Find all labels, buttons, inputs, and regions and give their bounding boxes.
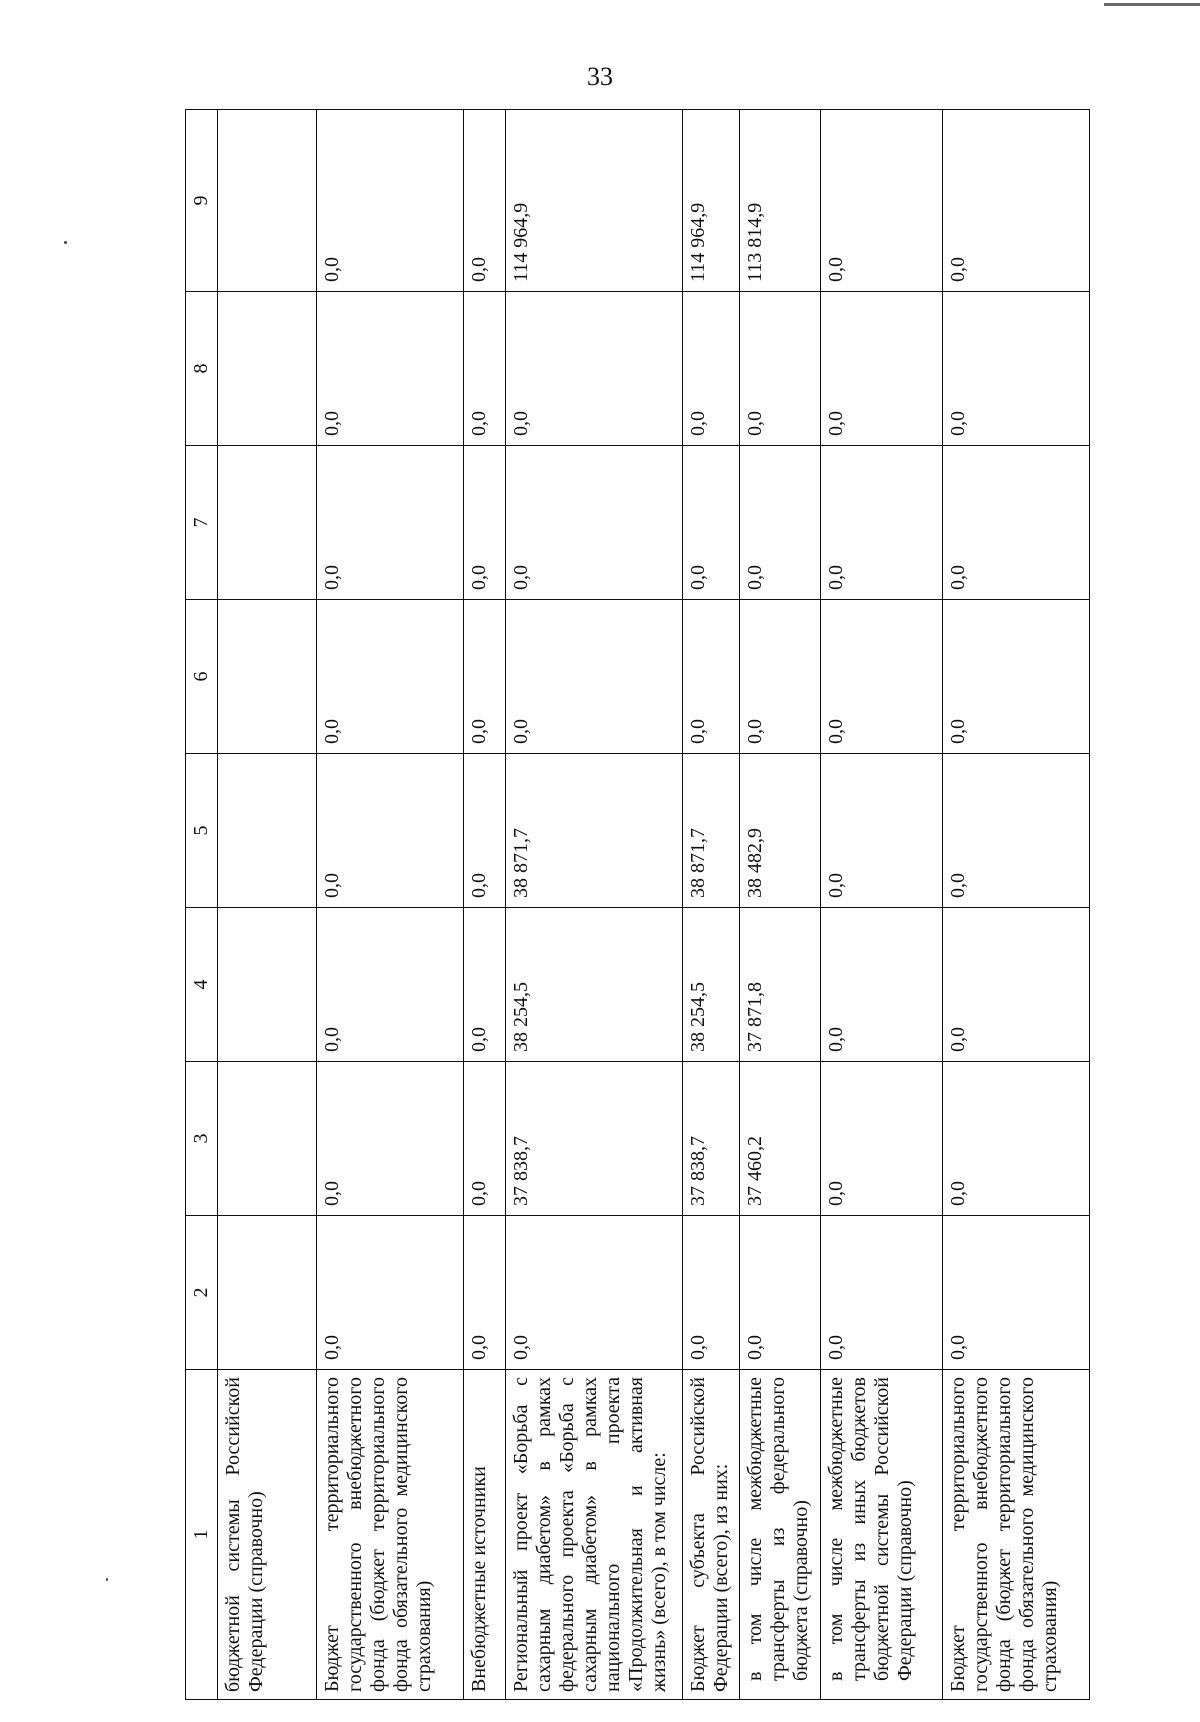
table-row: [943, 110, 1090, 1700]
table-row: [820, 110, 943, 1700]
value-cell: 0,0: [316, 292, 464, 446]
row-label: в том числе межбюджетные трансферты из иных бюджетов бюджетной системы Российской Федерации (справочно): [820, 1370, 943, 1700]
value-cell: 0,0: [820, 1062, 943, 1216]
table-row: [739, 110, 820, 1700]
value-cell: 0,0: [316, 908, 464, 1062]
value-cell: 0,0: [943, 292, 1090, 446]
header-cell: 6: [186, 600, 218, 754]
header-cell: 1: [186, 1370, 218, 1700]
value-cell: 114 964,9: [682, 110, 739, 292]
value-cell: 0,0: [682, 446, 739, 600]
value-cell: [218, 1062, 317, 1216]
value-cell: 0,0: [316, 1062, 464, 1216]
value-cell: 0,0: [316, 110, 464, 292]
value-cell: 0,0: [506, 292, 683, 446]
value-cell: 0,0: [739, 292, 820, 446]
row-label: Бюджет субъекта Российской Федерации (всего), из них:: [682, 1370, 739, 1700]
value-cell: 0,0: [682, 1216, 739, 1370]
value-cell: 0,0: [943, 446, 1090, 600]
value-cell: 0,0: [943, 1216, 1090, 1370]
header-cell: 9: [186, 110, 218, 292]
value-cell: 0,0: [682, 292, 739, 446]
value-cell: 0,0: [739, 600, 820, 754]
value-cell: 37 460,2: [739, 1062, 820, 1216]
value-cell: [218, 1216, 317, 1370]
page-number: 33: [587, 62, 613, 91]
value-cell: 0,0: [820, 446, 943, 600]
value-cell: 0,0: [820, 292, 943, 446]
value-cell: 0,0: [739, 1216, 820, 1370]
value-cell: [218, 600, 317, 754]
table-row: [218, 110, 317, 1700]
row-label: Внебюджетные источники: [464, 1370, 506, 1700]
value-cell: 0,0: [464, 754, 506, 908]
value-cell: 38 482,9: [739, 754, 820, 908]
value-cell: 0,0: [943, 110, 1090, 292]
value-cell: 0,0: [943, 1062, 1090, 1216]
value-cell: [218, 110, 317, 292]
header-cell: 2: [186, 1216, 218, 1370]
value-cell: 0,0: [682, 600, 739, 754]
header-cell: 7: [186, 446, 218, 600]
budget-table: [185, 109, 1090, 1700]
table-row: [316, 110, 464, 1700]
value-cell: 114 964,9: [506, 110, 683, 292]
value-cell: 0,0: [820, 908, 943, 1062]
value-cell: 0,0: [506, 1216, 683, 1370]
value-cell: 38 254,5: [682, 908, 739, 1062]
value-cell: [218, 754, 317, 908]
value-cell: 0,0: [316, 1216, 464, 1370]
header-cell: 8: [186, 292, 218, 446]
value-cell: 37 838,7: [506, 1062, 683, 1216]
value-cell: 0,0: [739, 446, 820, 600]
value-cell: 0,0: [464, 292, 506, 446]
value-cell: 0,0: [506, 446, 683, 600]
row-label: в том числе межбюджетные трансферты из федерального бюджета (справочно): [739, 1370, 820, 1700]
value-cell: 0,0: [464, 446, 506, 600]
header-cell: 4: [186, 908, 218, 1062]
value-cell: 0,0: [820, 754, 943, 908]
row-label: бюджетной системы Российской Федерации (справочно): [218, 1370, 317, 1700]
value-cell: 0,0: [464, 600, 506, 754]
row-label: Бюджет территориального государственного внебюджетного фонда (бюджет территориального фонда обязательного медицинского страхования): [943, 1370, 1090, 1700]
value-cell: 0,0: [316, 600, 464, 754]
header-row: [186, 110, 218, 1700]
table-row: [682, 110, 739, 1700]
value-cell: 38 254,5: [506, 908, 683, 1062]
value-cell: [218, 292, 317, 446]
value-cell: 38 871,7: [506, 754, 683, 908]
value-cell: 0,0: [506, 600, 683, 754]
value-cell: 0,0: [316, 446, 464, 600]
value-cell: 0,0: [820, 110, 943, 292]
header-cell: 3: [186, 1062, 218, 1216]
value-cell: 0,0: [943, 600, 1090, 754]
value-cell: 0,0: [943, 908, 1090, 1062]
scan-speck: [106, 1578, 108, 1581]
value-cell: 38 871,7: [682, 754, 739, 908]
header-cell: 5: [186, 754, 218, 908]
row-label: Бюджет территориального государственного внебюджетного фонда (бюджет территориального фонда обязательного медицинского страхования): [316, 1370, 464, 1700]
table-row: [464, 110, 506, 1700]
value-cell: [218, 908, 317, 1062]
rotated-table-wrapper: [185, 110, 1090, 1700]
value-cell: 0,0: [943, 754, 1090, 908]
scan-edge-line: [1104, 3, 1200, 6]
value-cell: 113 814,9: [739, 110, 820, 292]
value-cell: 0,0: [464, 1216, 506, 1370]
value-cell: 0,0: [464, 908, 506, 1062]
value-cell: 0,0: [316, 754, 464, 908]
value-cell: 0,0: [464, 1062, 506, 1216]
value-cell: [218, 446, 317, 600]
value-cell: 0,0: [820, 1216, 943, 1370]
value-cell: 37 838,7: [682, 1062, 739, 1216]
value-cell: 37 871,8: [739, 908, 820, 1062]
scan-speck: [64, 241, 67, 244]
value-cell: 0,0: [464, 110, 506, 292]
table-row: [506, 110, 683, 1700]
value-cell: 0,0: [820, 600, 943, 754]
row-label: Региональный проект «Борьба с сахарным диабетом» в рамках федерального проекта «Борьба с сахарным диабетом» в рамках национального проекта «Продолжительная и активная жизнь» (всего), в том числе:: [506, 1370, 683, 1700]
